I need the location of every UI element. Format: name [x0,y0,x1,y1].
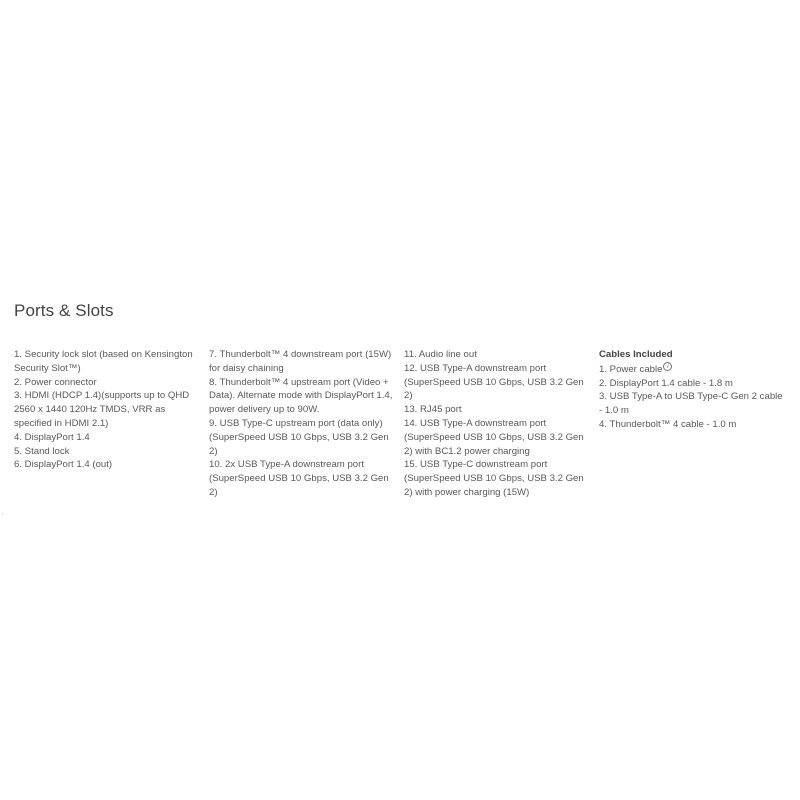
list-item: 10. 2x USB Type-A downstream port (SuperSpeed USB 10 Gbps, USB 3.2 Gen 2) [209,459,389,498]
list-item: 15. USB Type-C downstream port (SuperSpeed USB 10 Gbps, USB 3.2 Gen 2) with power charging (15W) [404,459,584,498]
list-item: 12. USB Type-A downstream port (SuperSpeed USB 10 Gbps, USB 3.2 Gen 2) [404,362,584,402]
list-item: 3. HDMI (HDCP 1.4)(supports up to QHD 2560 x 1440 120Hz TMDS, VRR as specified in HDMI 2.1) [14,390,190,429]
list-item: 5. Stand lock [14,445,70,457]
list-item: 2. DisplayPort 1.4 cable - 1.8 m [599,377,733,389]
ports-column-2 [209,348,393,500]
ports-column-1 [14,348,198,472]
list-item [599,362,783,377]
list-item: 1. Security lock slot (based on Kensington Security Slot™) [14,349,193,374]
list-item: 8. Thunderbolt™ 4 upstream port (Video + Data). Alternate mode with DisplayPort 1.4, power delivery up to 90W. [209,376,393,416]
list-item: 6. DisplayPort 1.4 (out) [14,459,113,471]
list-item-label: 1. Power cable [599,363,663,375]
list-item: 14. USB Type-A downstream port (SuperSpeed USB 10 Gbps, USB 3.2 Gen 2) with BC1.2 power charging [404,417,584,457]
section-title: Ports & Slots [14,301,114,320]
list-item: 9. USB Type-C upstream port (data only) (SuperSpeed USB 10 Gbps, USB 3.2 Gen 2) [209,417,389,457]
list-item: 11. Audio line out [404,349,477,360]
list-item: 4. DisplayPort 1.4 [14,431,90,443]
list-item: 4. Thunderbolt™ 4 cable - 1.0 m [599,418,737,430]
list-item: 3. USB Type-A to USB Type-C Gen 2 cable - 1.0 m [599,391,783,417]
list-item: 7. Thunderbolt™ 4 downstream port (15W) for daisy chaining [209,349,392,374]
stray-mark: · [1,509,4,518]
info-icon[interactable]: i [663,362,672,371]
list-item: 13. RJ45 port [404,404,462,416]
ports-column-3 [404,348,588,500]
cables-included-column [599,348,783,432]
list-item: 2. Power connector [14,376,97,388]
cables-included-heading: Cables Included [599,349,673,360]
